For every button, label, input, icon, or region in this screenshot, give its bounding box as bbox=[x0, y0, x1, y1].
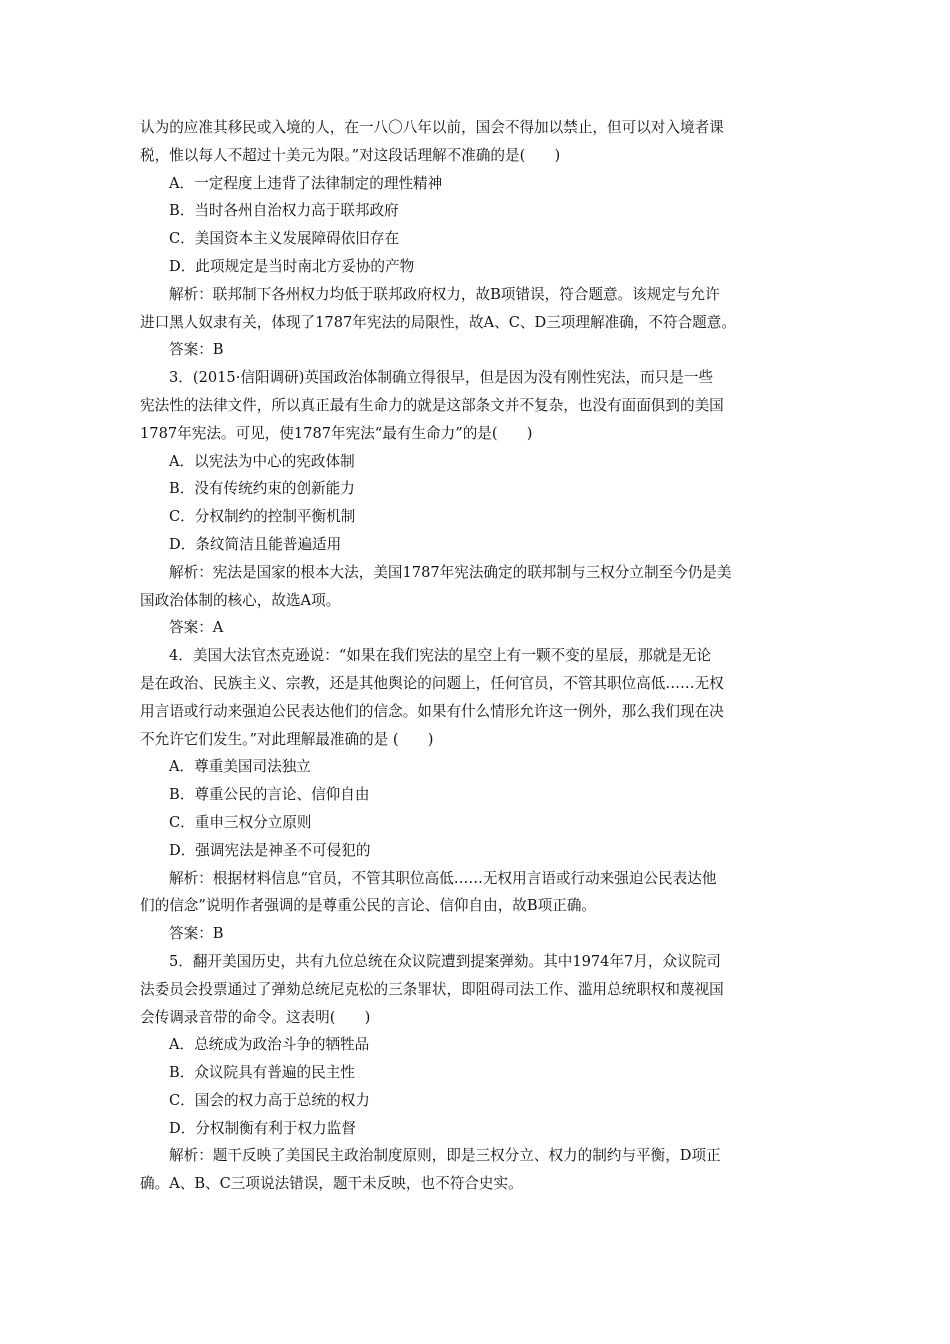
text-line: 不允许它们发生。”对此理解最准确的是 ( ) bbox=[140, 730, 434, 748]
text-line: D．条纹简洁且能普遍适用 bbox=[169, 535, 342, 553]
text-line: 法委员会投票通过了弹劾总统尼克松的三条罪状，即阻碍司法工作、滥用总统职权和蔑视国 bbox=[140, 980, 724, 998]
text-line: 会传调录音带的命令。这表明( ) bbox=[140, 1008, 371, 1026]
text-line: A．尊重美国司法独立 bbox=[169, 758, 311, 776]
text-line: 4．美国大法官杰克逊说：“如果在我们宪法的星空上有一颗不变的星辰，那就是无论 bbox=[169, 647, 712, 665]
text-line: 是在政治、民族主义、宗教，还是其他舆论的问题上，任何官员，不管其职位高低……无权 bbox=[140, 674, 724, 692]
text-line: B．尊重公民的言论、信仰自由 bbox=[169, 786, 370, 804]
text-line: B．众议院具有普遍的民主性 bbox=[169, 1064, 355, 1082]
text-line: 答案：B bbox=[169, 925, 224, 943]
text-line: C．重申三权分立原则 bbox=[169, 813, 312, 831]
document-page bbox=[140, 114, 812, 1198]
text-line: 3．(2015·信阳调研)英国政治体制确立得很早，但是因为没有刚性宪法，而只是一些 bbox=[169, 369, 714, 387]
text-line: A．以宪法为中心的宪政体制 bbox=[169, 452, 355, 470]
text-line: 解析：题干反映了美国民主政治制度原则，即是三权分立、权力的制约与平衡，D项正 bbox=[169, 1147, 721, 1165]
text-line: B．没有传统约束的创新能力 bbox=[169, 480, 355, 498]
text-line: 1787年宪法。可见，使1787年宪法“最有生命力”的是( ) bbox=[140, 424, 533, 442]
text-line: 宪法性的法律文件，所以真正最有生命力的就是这部条文并不复杂，也没有面面俱到的美国 bbox=[140, 396, 724, 414]
text-line: 用言语或行动来强迫公民表达他们的信念。如果有什么情形允许这一例外，那么我们现在决 bbox=[140, 702, 724, 720]
text-line: 认为的应准其移民或入境的人，在一八〇八年以前，国会不得加以禁止，但可以对入境者课 bbox=[140, 119, 724, 136]
text-line: C．分权制约的控制平衡机制 bbox=[169, 508, 356, 526]
text-line: 答案：B bbox=[169, 341, 224, 359]
text-line: C．美国资本主义发展障碍依旧存在 bbox=[169, 230, 400, 248]
text-line: 们的信念”说明作者强调的是尊重公民的言论、信仰自由，故B项正确。 bbox=[140, 897, 597, 915]
text-line: A．总统成为政治斗争的牺牲品 bbox=[169, 1036, 370, 1054]
text-line: D．此项规定是当时南北方妥协的产物 bbox=[169, 257, 415, 275]
text-line: 解析：联邦制下各州权力均低于联邦政府权力，故B项错误，符合题意。该规定与允许 bbox=[169, 285, 720, 303]
text-line: D．强调宪法是神圣不可侵犯的 bbox=[169, 841, 371, 859]
text-line: 税，惟以每人不超过十美元为限。”对这段话理解不准确的是( ) bbox=[140, 146, 561, 164]
text-line: 解析：根据材料信息“官员，不管其职位高低……无权用言语或行动来强迫公民表达他 bbox=[169, 869, 717, 887]
text-line: C．国会的权力高于总统的权力 bbox=[169, 1091, 370, 1109]
text-line: 5．翻开美国历史，共有九位总统在众议院遭到提案弹劾。其中1974年7月，众议院司 bbox=[169, 952, 721, 970]
text-line: 国政治体制的核心，故选A项。 bbox=[140, 591, 341, 609]
text-line: 确。A、B、C三项说法错误，题干未反映，也不符合史实。 bbox=[140, 1175, 523, 1193]
text-line: 进口黑人奴隶有关，体现了1787年宪法的局限性，故A、C、D三项理解准确，不符合题意。 bbox=[140, 313, 736, 331]
text-line: D．分权制衡有利于权力监督 bbox=[169, 1119, 356, 1137]
text-line: B．当时各州自治权力高于联邦政府 bbox=[169, 202, 399, 220]
text-line: 解析：宪法是国家的根本大法，美国1787年宪法确定的联邦制与三权分立制至今仍是美 bbox=[169, 563, 732, 581]
text-line: A．一定程度上违背了法律制定的理性精神 bbox=[169, 174, 443, 192]
text-line: 答案：A bbox=[169, 619, 224, 637]
